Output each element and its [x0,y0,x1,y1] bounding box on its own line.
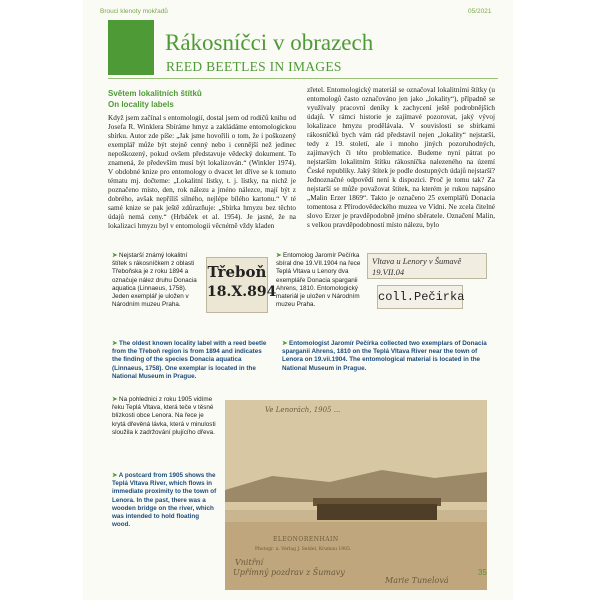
caption-arrow-icon: ➤ [112,252,120,259]
caption-arrow-icon: ➤ [112,396,120,403]
trebon-locality-label: Třeboň 18.X.894 [206,257,268,313]
caption-arrow-icon: ➤ [112,340,120,347]
collection-label: coll.Pečirka [377,285,463,309]
postcard-place-name: ELEONORENHAIN [273,536,339,543]
caption-trebon-cz: ➤ Nejstarší známý lokalitní štítek s rákosníčkem z oblasti Třeboňska je z roku 1894 a označuje nález druhu Donacia aquatica (Linnaeus, 1758). Jeden exemplář je uložen v Národním muzeu Praha. [112,252,197,309]
postcard-covered-bridge [317,504,437,520]
caption-trebon-en: ➤ The oldest known locality label with a reed beetle from the Třeboň region is from 1894 and indicates the finding of the species Donacia aquatica (Linnaeus, 1758). One exemplar is located in the National Museum in Prague. [112,340,267,380]
postcard-handwriting-2: Upřímný pozdrav z Šumavy [233,568,345,577]
postcard-photo [225,400,487,590]
postcard-handwriting-top: Ve Lenorách, 1905 ... [265,406,341,414]
section-heading-english: On locality labels [108,100,174,109]
section-color-tab [108,20,154,75]
caption-arrow-icon: ➤ [112,472,119,479]
body-text-right: zřetel. Entomologický materiál se označoval lokalitními štítky (u entomologů často označováno jen jako „lokality“), případně se využívaly pracovní deníky k zachycení ještě podrobnějších údajů. V rámci historie je zajímavé pozorovat, jaký vývoj lokalizace hmyzu prodělávala. V souvislosti se sbírkami rákosníčků bych vám rád představil nejen „lokality“ nejstarší, tedy z 19. století, ale i mnoho jiných pozoruhodných, zajímavých či této problematice. Budeme nyní pátrat po nejstarším lokalitním štítku rákosníčka nalezeného na území České republiky. Jaký štítek je podle dostupných údajů nejstarší? Jednoznačné odpovědí není k dispozici. Proč je tomu tak? Za nejstarší se může považovat štítek, na kterém je rukou napsáno „Malin Erzer 1869“. Takto je označeno 25 exemplářů Donacia tomentosa z Přírodovědeckého muzea ve Vídni. Ne zcela čitelné slovo Erzer je pravděpodobně jméno sběratele. Označení Malin, s velkou pravděpodobností místo nálezu, bylo [307,86,495,229]
caption-arrow-icon: ➤ [276,252,284,259]
postcard-handwriting-3: Marie Tunelová [385,576,449,585]
caption-postcard-cz: ➤ Na pohlednici z roku 1905 vidíme řeku Teplá Vltava, která teče v těsné blízkosti obce Lenora. Na řece je krytá dřevěná lávka, která v minulosti sloužila k zadržování plujícího dřeva. [112,396,216,436]
section-heading: Světem lokalitních štítků [108,89,202,98]
running-header: Brouci klenoty mokřadů [100,8,168,15]
caption-pecirka-en: ➤ Entomologist Jaromír Pečírka collected two exemplars of Donacia sparganii Ahrens, 1810 on the Teplá Vltava River near the town of Lenora on 19.vii.1904. The entomological material is located in the National Museum in Prague. [282,340,487,372]
body-text-left: Když jsem začínal s entomologií, dostal jsem od rodičů knihu od Josefa R. Winklera Sbíráme hmyz a zakládáme entomologickou sbírku. Autor zde píše: „Jak jsme hovořili o tom, že i poškozený exemplář může být stejně cenný nebo i cennější než jedinec nepoškozený, pokud ovšem představuje vědecký dokument. To znamená, že především musí být lokalizován.“ (Winkler 1974). V obdobné knize pro entomology o dvacet let dříve se k tomuto tématu mj. dočteme: „Lokalitní lístky, t. j. lístky, na nichž je poznačeno místo, den, rok nálezu a jméno nálezce, mají být z dobrého, avšak nepříliš silného, nejlépe bílého kartonu.“ V té samé knize se pak ještě zdůrazňuje: „Sbírka hmyzu bez těchto údajů nemá ceny.“ (Hrbáček et al. 1954). Je jasné, že na lokalizaci hmyzu byl v entomologii věcnémě vždy kladen [108,114,296,230]
caption-pecirka-cz: ➤ Entomolog Jaromír Pečírka sbíral dne 19.VII.1904 na řece Teplá Vltava u Lenory dva exempláře Donacia sparganii Ahrens, 1810. Entomologický materiál je uložen v Národním muzeu Praha. [276,252,361,309]
article-title-english: REED BEETLES IN IMAGES [166,59,342,74]
postcard-publisher: Photogr. u. Verlag J. Seidel, Krumau 1905. [255,547,352,552]
article-title: Rákosníčci v obrazech [165,30,374,55]
page-number: 35 [478,568,487,577]
caption-arrow-icon: ➤ [282,340,290,347]
title-divider [108,78,498,79]
caption-postcard-en: ➤ A postcard from 1905 shows the Teplá Vltava River, which flows in immediate proximity to the town of Lenora. In the past, there was a wooden bridge on the river, which was intended to hold floating wood. [112,472,217,529]
issue-number: 05/2021 [468,8,492,15]
vltava-locality-label: Vltava u Lenory v Šumavě 19.VII.04 [367,253,487,279]
postcard-handwriting-1: Vnitřní [235,558,264,567]
